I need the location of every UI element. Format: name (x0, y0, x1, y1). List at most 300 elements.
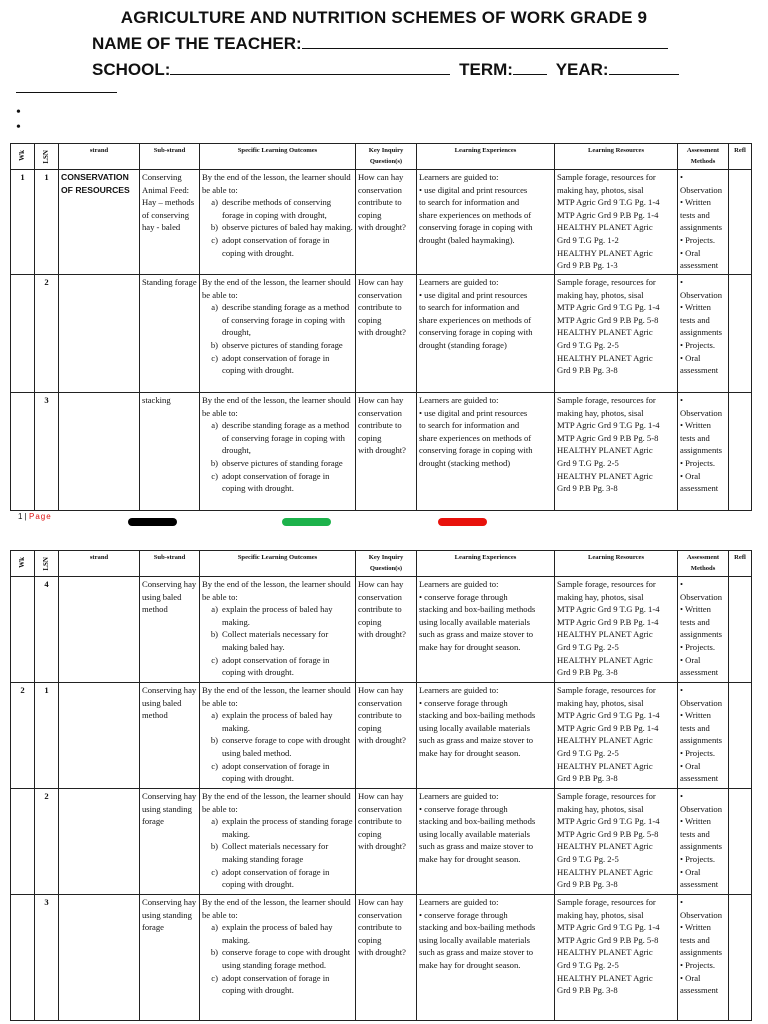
table-row (11, 683, 752, 789)
text-line: assessment (680, 365, 719, 376)
text-line: MTP Agric Grd 9 P.B Pg. 5-8 (557, 432, 659, 443)
text-line: assessment (680, 879, 719, 890)
text-line: making hay, photos, sisal (557, 591, 644, 602)
text-line: • Written (680, 197, 711, 208)
text-line: assessment (680, 667, 719, 678)
text-line: • Oral (680, 470, 701, 481)
text-line: Grd 9 P.B Pg. 3-8 (557, 985, 618, 996)
text-line: Observation (680, 591, 723, 602)
experiences-cell (417, 895, 555, 1021)
text-line: MTP Agric Grd 9 T.G Pg. 1-4 (557, 604, 660, 615)
lesson-cell: 3 (35, 895, 59, 1021)
text-line: assignments (680, 629, 723, 640)
text-line: How can hay (358, 579, 404, 589)
reflection-cell (729, 895, 752, 1021)
text-line: using locally available materials (419, 934, 530, 945)
text-line: tests and (680, 432, 710, 443)
text-line: • Projects. (680, 853, 715, 864)
sub-strand-cell: Conserving hay using standing forage (140, 789, 200, 895)
text-line: Learners are guided to: (419, 277, 499, 287)
school-blank[interactable] (170, 60, 450, 75)
sub-strand-cell: Conserving hay using baled method (140, 577, 200, 683)
text-line: coping (358, 722, 382, 733)
text-line: such as grass and maize stover to (419, 841, 534, 852)
week-cell (11, 577, 35, 683)
table-row (11, 170, 752, 275)
outcome-item: c. adopt conservation of forage in coping with drought. (218, 760, 353, 785)
experiences-cell (417, 275, 555, 393)
lesson-cell: 4 (35, 577, 59, 683)
text-line: Grd 9 P.B Pg. 3-8 (557, 879, 618, 890)
text-line: HEALTHY PLANET Agric (557, 841, 653, 852)
text-line: tests and (680, 616, 710, 627)
text-line: MTP Agric Grd 9 T.G Pg. 1-4 (557, 302, 660, 313)
text-line: Learners are guided to: (419, 395, 499, 405)
reflection-cell (729, 275, 752, 393)
outcome-item: b. observe pictures of standing forage (218, 339, 353, 352)
text-line: • Projects. (680, 959, 715, 970)
text-line: MTP Agric Grd 9 T.G Pg. 1-4 (557, 197, 660, 208)
text-line: Learners are guided to: (419, 685, 499, 695)
resources-cell (555, 683, 678, 789)
text-line: HEALTHY PLANET Agric (557, 760, 653, 771)
text-line: share experiences on methods of (419, 209, 532, 220)
outcomes-intro: By the end of the lesson, the learner should be able to: (202, 685, 351, 708)
sub-strand-cell: Conserving Animal Feed: Hay – methods of conserving hay - baled (140, 170, 200, 275)
document-title: AGRICULTURE AND NUTRITION SCHEMES OF WORK GRADE 9 (120, 8, 648, 27)
reflection-cell (729, 393, 752, 511)
text-line: Learners are guided to: (419, 172, 499, 182)
outcomes-list (202, 419, 353, 495)
text-line: • Oral (680, 247, 701, 258)
text-line: with drought? (358, 947, 406, 958)
table-row (11, 393, 752, 511)
text-line: drought (baled haymaking). (419, 234, 515, 245)
teacher-line (92, 34, 768, 54)
key-inquiry-cell (356, 895, 417, 1021)
text-line: Grd 9 T.G Pg. 1-2 (557, 234, 619, 245)
text-line: using locally available materials (419, 722, 530, 733)
outcome-item: b. conserve forage to cope with drought using standing forage method. (218, 946, 353, 971)
sub-strand-cell: Conserving hay using standing forage (140, 895, 200, 1021)
col-header-key-inquiry: Key Inquiry Question(s) (356, 144, 417, 170)
text-line: such as grass and maize stover to (419, 629, 534, 640)
text-line: Observation (680, 289, 723, 300)
text-line: • Oral (680, 866, 701, 877)
col-header-reflection: Refl (729, 144, 752, 170)
text-line: • Written (680, 710, 711, 721)
key-inquiry-cell (356, 170, 417, 275)
col-header-sub-strand: Sub-strand (140, 551, 200, 577)
text-line: tests and (680, 828, 710, 839)
text-line: conservation (358, 289, 402, 300)
resources-cell (555, 895, 678, 1021)
experiences-cell (417, 170, 555, 275)
text-line: HEALTHY PLANET Agric (557, 445, 653, 456)
text-line: such as grass and maize stover to (419, 735, 534, 746)
outcome-item: a. describe standing forage as a method of conserving forage in coping with drought, (218, 301, 353, 339)
text-line: Sample forage, resources for (557, 395, 656, 405)
strand-cell (59, 577, 140, 683)
outcome-item: a. explain the process of standing forage making. (218, 815, 353, 840)
text-line: • conserve forage through (419, 909, 508, 920)
text-line: with drought? (358, 222, 406, 233)
teacher-blank[interactable] (302, 34, 668, 49)
text-line: make hay for drought season. (419, 853, 521, 864)
text-line: make hay for drought season. (419, 747, 521, 758)
week-cell (11, 895, 35, 1021)
text-line: HEALTHY PLANET Agric (557, 972, 653, 983)
text-line: Learners are guided to: (419, 897, 499, 907)
text-line: assessment (680, 483, 719, 494)
key-inquiry-cell (356, 275, 417, 393)
text-line: contribute to (358, 420, 402, 431)
text-line: to search for information and (419, 197, 520, 208)
outcome-item: a. describe standing forage as a method of conserving forage in coping with drought, (218, 419, 353, 457)
header-rule (16, 92, 117, 93)
outcome-item: a. explain the process of baled hay making. (218, 603, 353, 628)
text-line: conserving forage in coping with (419, 445, 533, 456)
outcomes-list (202, 921, 353, 997)
text-line: using locally available materials (419, 616, 530, 627)
strand-cell: CONSERVATION OF RESOURCES (59, 170, 140, 275)
outcomes-list (202, 196, 353, 259)
outcomes-intro: By the end of the lesson, the learner should be able to: (202, 277, 351, 300)
text-line: • use digital and print resources (419, 289, 528, 300)
table-row (11, 275, 752, 393)
black-color-bar (128, 518, 177, 526)
strand-cell (59, 275, 140, 393)
strand-cell (59, 895, 140, 1021)
outcome-item: a. explain the process of baled hay making. (218, 921, 353, 946)
text-line: with drought? (358, 629, 406, 640)
bullet-point: • (16, 120, 21, 135)
text-line: with drought? (358, 841, 406, 852)
col-header-assessment: Assessment Methods (678, 144, 729, 170)
text-line: coping (358, 934, 382, 945)
text-line: making hay, photos, sisal (557, 289, 644, 300)
text-line: How can hay (358, 897, 404, 907)
lesson-cell: 3 (35, 393, 59, 511)
outcomes-cell (200, 789, 356, 895)
text-line: with drought? (358, 445, 406, 456)
text-line: • Written (680, 922, 711, 933)
text-line: MTP Agric Grd 9 T.G Pg. 1-4 (557, 710, 660, 721)
text-line: with drought? (358, 327, 406, 338)
table-row (11, 789, 752, 895)
text-line: How can hay (358, 172, 404, 182)
text-line: Sample forage, resources for (557, 579, 656, 589)
red-color-bar (438, 518, 487, 526)
text-line: • Written (680, 604, 711, 615)
outcome-item: a. explain the process of baled hay making. (218, 709, 353, 734)
col-header-experiences: Learning Experiences (417, 144, 555, 170)
outcome-item: c. adopt conservation of forage in coping with drought. (218, 234, 353, 259)
col-header-strand: strand (59, 551, 140, 577)
text-line: HEALTHY PLANET Agric (557, 866, 653, 877)
text-line: HEALTHY PLANET Agric (557, 247, 653, 258)
text-line: contribute to (358, 816, 402, 827)
text-line: • (680, 395, 684, 405)
term-blank[interactable] (513, 60, 547, 75)
text-line: to search for information and (419, 420, 520, 431)
text-line: coping (358, 314, 382, 325)
text-line: stacking and box-bailing methods (419, 816, 536, 827)
experiences-cell (417, 789, 555, 895)
outcome-item: c. adopt conservation of forage in coping with drought. (218, 654, 353, 679)
text-line: HEALTHY PLANET Agric (557, 470, 653, 481)
text-line: How can hay (358, 395, 404, 405)
reflection-cell (729, 577, 752, 683)
week-cell (11, 393, 35, 511)
week-cell: 2 (11, 683, 35, 789)
text-line: • Written (680, 420, 711, 431)
sub-strand-cell: Conserving hay using baled method (140, 683, 200, 789)
col-header-strand: strand (59, 144, 140, 170)
outcomes-intro: By the end of the lesson, the learner should be able to: (202, 897, 351, 920)
text-line: make hay for drought season. (419, 641, 521, 652)
reflection-cell (729, 170, 752, 275)
text-line: • use digital and print resources (419, 407, 528, 418)
text-line: assignments (680, 947, 723, 958)
col-header-assessment: Assessment Methods (678, 551, 729, 577)
text-line: MTP Agric Grd 9 P.B Pg. 5-8 (557, 828, 659, 839)
col-header-lesson: LSN (35, 144, 59, 170)
resources-cell (555, 393, 678, 511)
text-line: HEALTHY PLANET Agric (557, 947, 653, 958)
text-line: Observation (680, 697, 723, 708)
text-line: HEALTHY PLANET Agric (557, 735, 653, 746)
col-header-week: Wk (11, 144, 35, 170)
text-line: Grd 9 P.B Pg. 3-8 (557, 773, 618, 784)
lesson-cell: 2 (35, 789, 59, 895)
col-header-outcomes: Specific Learning Outcomes (200, 551, 356, 577)
outcome-item: c. adopt conservation of forage in coping with drought. (218, 352, 353, 377)
text-line: MTP Agric Grd 9 P.B Pg. 1-4 (557, 209, 659, 220)
outcomes-list (202, 815, 353, 891)
lesson-cell: 1 (35, 683, 59, 789)
page-number: 1 (18, 512, 23, 521)
col-header-outcomes: Specific Learning Outcomes (200, 144, 356, 170)
outcomes-cell (200, 683, 356, 789)
page-footer (18, 512, 52, 521)
lesson-cell: 1 (35, 170, 59, 275)
key-inquiry-cell (356, 789, 417, 895)
text-line: coping (358, 432, 382, 443)
text-line: • Projects. (680, 641, 715, 652)
text-line: • use digital and print resources (419, 184, 528, 195)
text-line: contribute to (358, 922, 402, 933)
text-line: making hay, photos, sisal (557, 803, 644, 814)
text-line: Observation (680, 184, 723, 195)
text-line: • conserve forage through (419, 591, 508, 602)
text-line: contribute to (358, 197, 402, 208)
sub-strand-cell: Standing forage (140, 275, 200, 393)
assessment-cell (678, 577, 729, 683)
assessment-cell (678, 275, 729, 393)
text-line: coping (358, 828, 382, 839)
experiences-cell (417, 683, 555, 789)
text-line: conservation (358, 803, 402, 814)
text-line: using locally available materials (419, 828, 530, 839)
col-header-week: Wk (11, 551, 35, 577)
text-line: MTP Agric Grd 9 P.B Pg. 5-8 (557, 934, 659, 945)
text-line: coping (358, 209, 382, 220)
text-line: • Projects. (680, 457, 715, 468)
text-line: • conserve forage through (419, 697, 508, 708)
text-line: such as grass and maize stover to (419, 947, 534, 958)
text-line: tests and (680, 314, 710, 325)
text-line: • Oral (680, 972, 701, 983)
text-line: Learners are guided to: (419, 791, 499, 801)
text-line: HEALTHY PLANET Agric (557, 654, 653, 665)
text-line: How can hay (358, 277, 404, 287)
text-line: • Written (680, 302, 711, 313)
text-line: MTP Agric Grd 9 T.G Pg. 1-4 (557, 816, 660, 827)
outcomes-list (202, 301, 353, 377)
text-line: Grd 9 P.B Pg. 3-8 (557, 483, 618, 494)
text-line: Grd 9 T.G Pg. 2-5 (557, 747, 619, 758)
text-line: • (680, 172, 684, 182)
text-line: assignments (680, 327, 723, 338)
text-line: HEALTHY PLANET Agric (557, 629, 653, 640)
outcomes-cell (200, 170, 356, 275)
school-term-year-line (92, 60, 768, 80)
text-line: • Oral (680, 654, 701, 665)
assessment-cell (678, 895, 729, 1021)
sub-strand-cell: stacking (140, 393, 200, 511)
outcomes-cell (200, 577, 356, 683)
assessment-cell (678, 170, 729, 275)
text-line: with drought? (358, 735, 406, 746)
strand-cell (59, 393, 140, 511)
resources-cell (555, 577, 678, 683)
year-blank[interactable] (609, 60, 679, 75)
text-line: Grd 9 T.G Pg. 2-5 (557, 339, 619, 350)
col-header-reflection: Refl (729, 551, 752, 577)
green-color-bar (282, 518, 331, 526)
col-header-experiences: Learning Experiences (417, 551, 555, 577)
year-label: YEAR: (555, 60, 609, 79)
col-header-resources: Learning Resources (555, 144, 678, 170)
text-line: contribute to (358, 302, 402, 313)
text-line: HEALTHY PLANET Agric (557, 222, 653, 233)
col-header-lesson: LSN (35, 551, 59, 577)
outcome-item: a. describe methods of conserving forage in coping with drought, (218, 196, 353, 221)
text-line: conservation (358, 909, 402, 920)
outcome-item: b. Collect materials necessary for making baled hay. (218, 628, 353, 653)
text-line: MTP Agric Grd 9 P.B Pg. 1-4 (557, 722, 659, 733)
text-line: Sample forage, resources for (557, 172, 656, 182)
text-line: • (680, 277, 684, 287)
text-line: MTP Agric Grd 9 T.G Pg. 1-4 (557, 922, 660, 933)
assessment-cell (678, 393, 729, 511)
lesson-cell: 2 (35, 275, 59, 393)
week-cell: 1 (11, 170, 35, 275)
text-line: conservation (358, 697, 402, 708)
text-line: assessment (680, 985, 719, 996)
text-line: conservation (358, 184, 402, 195)
col-header-sub-strand: Sub-strand (140, 144, 200, 170)
outcome-item: c. adopt conservation of forage in coping with drought. (218, 972, 353, 997)
page-label: Page (28, 512, 52, 521)
outcomes-intro: By the end of the lesson, the learner should be able to: (202, 395, 351, 418)
week-cell (11, 789, 35, 895)
text-line: stacking and box-bailing methods (419, 710, 536, 721)
text-line: Sample forage, resources for (557, 897, 656, 907)
outcomes-intro: By the end of the lesson, the learner should be able to: (202, 791, 351, 814)
text-line: assignments (680, 735, 723, 746)
text-line: • Oral (680, 760, 701, 771)
outcome-item: c. adopt conservation of forage in coping with drought. (218, 470, 353, 495)
text-line: • Projects. (680, 339, 715, 350)
text-line: making hay, photos, sisal (557, 697, 644, 708)
text-line: Sample forage, resources for (557, 791, 656, 801)
outcome-item: b. Collect materials necessary for making standing forage (218, 840, 353, 865)
assessment-cell (678, 789, 729, 895)
text-line: • Oral (680, 352, 701, 363)
week-cell (11, 275, 35, 393)
text-line: stacking and box-bailing methods (419, 604, 536, 615)
text-line: Sample forage, resources for (557, 277, 656, 287)
text-line: Grd 9 T.G Pg. 2-5 (557, 853, 619, 864)
experiences-cell (417, 577, 555, 683)
text-line: coping (358, 616, 382, 627)
text-line: Grd 9 P.B Pg. 3-8 (557, 667, 618, 678)
text-line: tests and (680, 209, 710, 220)
text-line: assignments (680, 445, 723, 456)
text-line: • Projects. (680, 234, 715, 245)
text-line: conserving forage in coping with (419, 327, 533, 338)
text-line: • (680, 579, 684, 589)
outcome-item: c. adopt conservation of forage in coping with drought. (218, 866, 353, 891)
col-header-resources: Learning Resources (555, 551, 678, 577)
text-line: conserving forage in coping with (419, 222, 533, 233)
text-line: make hay for drought season. (419, 959, 521, 970)
table-row (11, 577, 752, 683)
text-line: Grd 9 P.B Pg. 1-3 (557, 260, 618, 271)
outcome-item: b. observe pictures of standing forage (218, 457, 353, 470)
text-line: conservation (358, 407, 402, 418)
text-line: Observation (680, 909, 723, 920)
school-label: SCHOOL: (92, 60, 171, 79)
outcomes-cell (200, 275, 356, 393)
reflection-cell (729, 789, 752, 895)
resources-cell (555, 789, 678, 895)
text-line: Learners are guided to: (419, 579, 499, 589)
text-line: • Written (680, 816, 711, 827)
text-line: Observation (680, 803, 723, 814)
text-line: assessment (680, 773, 719, 784)
outcome-item: b. conserve forage to cope with drought using baled method. (218, 734, 353, 759)
text-line: • Projects. (680, 747, 715, 758)
text-line: MTP Agric Grd 9 P.B Pg. 5-8 (557, 314, 659, 325)
text-line: tests and (680, 722, 710, 733)
strand-cell (59, 683, 140, 789)
scheme-table-page-1 (10, 143, 752, 511)
text-line: making hay, photos, sisal (557, 407, 644, 418)
text-line: tests and (680, 934, 710, 945)
page-separator: | (22, 512, 29, 521)
text-line: Sample forage, resources for (557, 685, 656, 695)
text-line: • (680, 685, 684, 695)
scheme-table-page-2 (10, 550, 752, 1021)
text-line: assignments (680, 222, 723, 233)
bullet-point: • (16, 105, 21, 120)
text-line: • conserve forage through (419, 803, 508, 814)
text-line: Grd 9 T.G Pg. 2-5 (557, 641, 619, 652)
text-line: How can hay (358, 791, 404, 801)
